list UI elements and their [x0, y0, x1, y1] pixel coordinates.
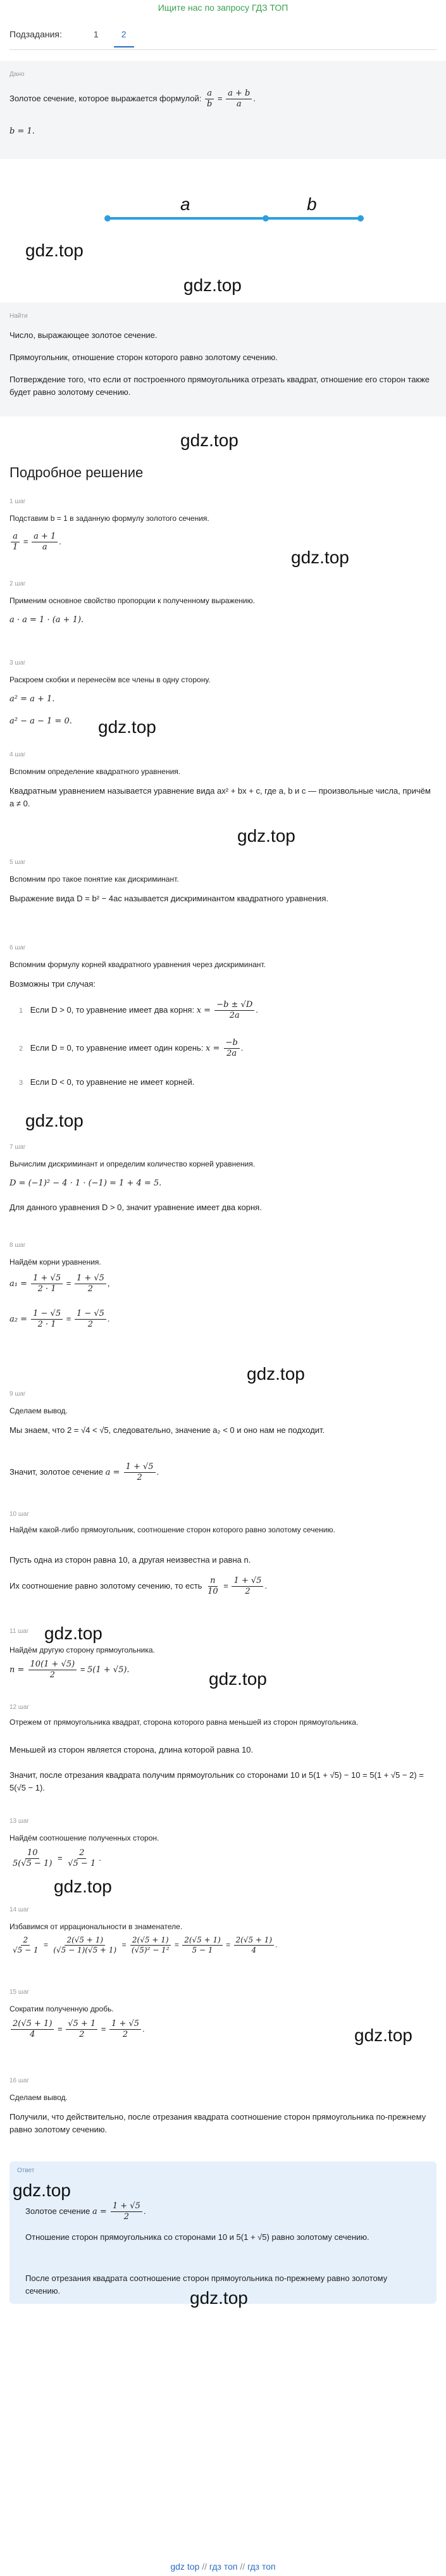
tab-subtask-1[interactable]: 1 [93, 29, 99, 39]
step-7-text: Для данного уравнения D > 0, значит уравнение имеет два корня. [9, 1203, 262, 1212]
given-b-value: b = 1. [9, 127, 35, 136]
step-6-case-3: 3 Если D < 0, то уравнение не имеет корней. [19, 1077, 195, 1087]
step-5-title: Вспомним про такое понятие как дискриминант. [9, 875, 179, 884]
step-6-label: 6 шаг [9, 944, 26, 951]
answer-line-2: Отношение сторон прямоугольника со сторонами 10 и 5(1 + √5) равно золотому сечению. [25, 2232, 369, 2242]
step-3-formula-1: a² = a + 1. [9, 694, 55, 704]
watermark: gdz.top [54, 1877, 112, 1896]
watermark: gdz.top [237, 826, 295, 846]
step-3-label: 3 шаг [9, 660, 26, 666]
step-15-label: 15 шаг [9, 1989, 30, 1996]
watermark: gdz.top [98, 717, 156, 737]
watermark: gdz.top [354, 2025, 412, 2045]
watermark: gdz.top [25, 241, 84, 260]
step-3-title: Раскроем скобки и перенесём все члены в одну сторону. [9, 675, 211, 684]
step-5-text: Выражение вида D = b² − 4ac называется дискриминантом квадратного уравнения. [9, 894, 328, 903]
segment-diagram [101, 196, 367, 234]
given-label: Дано [9, 71, 25, 78]
step-15-title: Сократим полученную дробь. [9, 2004, 114, 2013]
step-8-title: Найдём корни уравнения. [9, 1258, 101, 1266]
given-text: Золотое сечение, которое выражается формулой: $\frac{a}{b}$ = $\frac{a + b}{a}$ . [9, 89, 256, 109]
step-2-title: Применим основное свойство пропорции к полученному выражению. [9, 596, 255, 605]
answer-line-1: Золотое сечение a = $\frac{1 + √5}{2}$ . [25, 2201, 146, 2222]
answer-label: Ответ [17, 2167, 35, 2174]
find-text-1: Число, выражающее золотое сечение. [9, 330, 158, 340]
step-9-label: 9 шаг [9, 1391, 26, 1397]
step-6-title: Вспомним формулу корней квадратного уравнения через дискриминант. [9, 960, 266, 969]
step-13-title: Найдём соотношение полученных сторон. [9, 1834, 159, 1842]
subtasks-label: Подзадания: [9, 29, 62, 39]
step-10-label: 10 шаг [9, 1511, 30, 1518]
step-9-conclusion: Значит, золотое сечение a = $\frac{1 + √5}{2}$ . [9, 1462, 159, 1483]
step-10-text-2: Их соотношение равно золотому сечению, то есть $\frac{n}{10}$ = $\frac{1 + √5}{2}$ . [9, 1576, 268, 1597]
step-12-text: Меньшей из сторон является сторона, длина которой равна 10. [9, 1745, 254, 1754]
label-b: b [307, 196, 317, 214]
given-block [0, 61, 446, 159]
watermark: gdz.top [190, 2288, 248, 2308]
step-11-label: 11 шаг [9, 1628, 29, 1635]
segment-mid-point [263, 215, 269, 222]
step-4-label: 4 шаг [9, 751, 26, 758]
subtasks-nav [9, 28, 138, 41]
step-6-case-2: 2 Если D = 0, то уравнение имеет один корень: x = $\frac{-b}{2a}$ . [19, 1038, 244, 1059]
step-14-label: 14 шаг [9, 1906, 30, 1913]
footer-links [0, 2560, 446, 2573]
step-16-title: Сделаем вывод. [9, 2093, 68, 2102]
tab-subtask-2[interactable]: 2 [110, 28, 138, 41]
step-11-title: Найдём другую сторону прямоугольника. [9, 1646, 155, 1654]
step-13-label: 13 шаг [9, 1818, 30, 1825]
top-search-link[interactable]: Ищите нас по запросу ГДЗ ТОП [158, 3, 288, 13]
watermark: gdz.top [183, 275, 242, 295]
step-2-formula: a · a = 1 · (a + 1). [9, 615, 84, 625]
step-8-label: 8 шаг [9, 1242, 26, 1249]
step-12-text-2: Значит, после отрезания квадрата получим прямоугольник со сторонами 10 и 5(1 + √5) − 10 = 5(1 + √5 − 2) = 5(√5 − 1). [9, 1770, 424, 1792]
step-14-formula: $\frac{2}{√5 - 1}$ = $\frac{2(√5 + 1)}{(√5 - 1)(√5 + 1)}$ = $\frac{2(√5 + 1)}{\text{(√5)² − 1²}}$ = $\frac{2(√5 + 1)}{5 - 1}$ = $\frac{2(√5 + 1)}{4}$ . [13, 1935, 278, 1954]
step-10-title: Найдём какой-либо прямоугольник, соотношение сторон которого равно золотому сечению. [9, 1525, 335, 1534]
step-8-root-1: a₁ = $\frac{1 + √5}{2 \cdot 1}$ = $\frac{1 + √5}{2}$ , [9, 1273, 110, 1294]
solution-heading: Подробное решение [9, 465, 144, 480]
step-5-label: 5 шаг [9, 859, 26, 866]
step-1-formula: $\frac{a}{1}$ = $\frac{a + 1}{a}$ . [9, 532, 437, 553]
step-9-text: Мы знаем, что 2 = √4 < √5, следовательно, значение a₂ < 0 и оно нам не подходит. [9, 1425, 325, 1435]
step-2-label: 2 шаг [9, 580, 26, 587]
watermark: gdz.top [291, 547, 349, 567]
answer-line-3: После отрезания квадрата соотношение сторон прямоугольника по-прежнему равно золотому сечению. [25, 2273, 388, 2296]
step-13-formula: $\frac{10}{5(√5 - 1)}$ = $\frac{2}{√5 - 1}$ . [13, 1848, 101, 1869]
find-text-3: Потверждение того, что если от построенного прямоугольника отрезать квадрат, отношение его сторон также будет равно золотому сечению. [9, 375, 430, 397]
watermark: gdz.top [247, 1364, 305, 1384]
step-4-text: Квадратным уравнением называется уравнение вида ax² + bx + c, где a, b и c — произвольные числа, причём a ≠ 0. [9, 786, 431, 808]
watermark: gdz.top [180, 430, 238, 450]
step-7-formula: D = (−1)² − 4 · 1 · (−1) = 1 + 4 = 5. [9, 1179, 162, 1188]
footer-link-1[interactable]: gdz top [170, 2561, 200, 2572]
step-11-formula: n = $\frac{10(1 + √5)}{2}$ = 5(1 + √5). [9, 1660, 130, 1680]
step-4-title: Вспомним определение квадратного уравнения. [9, 767, 181, 776]
step-8-root-2: a₂ = $\frac{1 - √5}{2 \cdot 1}$ = $\frac{1 - √5}{2}$ . [9, 1309, 110, 1330]
step-7-label: 7 шаг [9, 1144, 26, 1151]
footer-link-3[interactable]: гдз топ [247, 2561, 276, 2572]
footer-sep: // [240, 2561, 245, 2572]
step-16-text: Получили, что действительно, после отрезания квадрата соотношение сторон прямоугольника по-прежнему равно золотому сечению. [9, 2112, 426, 2134]
step-14-title: Избавимся от иррациональности в знаменателе. [9, 1922, 183, 1931]
label-a: a [180, 196, 190, 214]
step-7-title: Вычислим дискриминант и определим количество корней уравнения. [9, 1160, 256, 1168]
find-label: Найти [9, 313, 28, 320]
step-10-text: Пусть одна из сторон равна 10, а другая неизвестна и равна n. [9, 1555, 251, 1565]
step-9-title: Сделаем вывод. [9, 1406, 68, 1415]
segment-end-point [357, 215, 364, 222]
step-16-label: 16 шаг [9, 2077, 30, 2084]
segment-start-point [104, 215, 111, 222]
step-3-formula-2: a² − a − 1 = 0. [9, 716, 72, 726]
step-15-formula: $\frac{2(√5 + 1)}{4}$ = $\frac{√5 + 1}{2}$ = $\frac{1 + √5}{2}$ . [9, 2019, 437, 2041]
step-6-text: Возможны три случая: [9, 979, 96, 989]
watermark: gdz.top [44, 1623, 102, 1643]
step-1-label: 1 шаг [9, 498, 26, 505]
watermark: gdz.top [25, 1111, 84, 1130]
step-1-title: Подставим b = 1 в заданную формулу золотого сечения. [9, 514, 209, 523]
watermark: gdz.top [13, 2180, 71, 2200]
step-12-label: 12 шаг [9, 1704, 30, 1711]
step-12-title: Отрежем от прямоугольника квадрат, сторона которого равна меньшей из сторон прямоугольника. [9, 1718, 359, 1727]
find-text-2: Прямоугольник, отношение сторон которого равно золотому сечению. [9, 353, 278, 362]
divider [9, 49, 437, 50]
footer-link-2[interactable]: гдз топ [209, 2561, 238, 2572]
watermark: gdz.top [209, 1669, 267, 1689]
step-6-case-1: 1 Если D > 0, то уравнение имеет два корня: x = $\frac{-b \pm √D}{2a}$ . [19, 1000, 258, 1021]
footer-sep: // [202, 2561, 207, 2572]
